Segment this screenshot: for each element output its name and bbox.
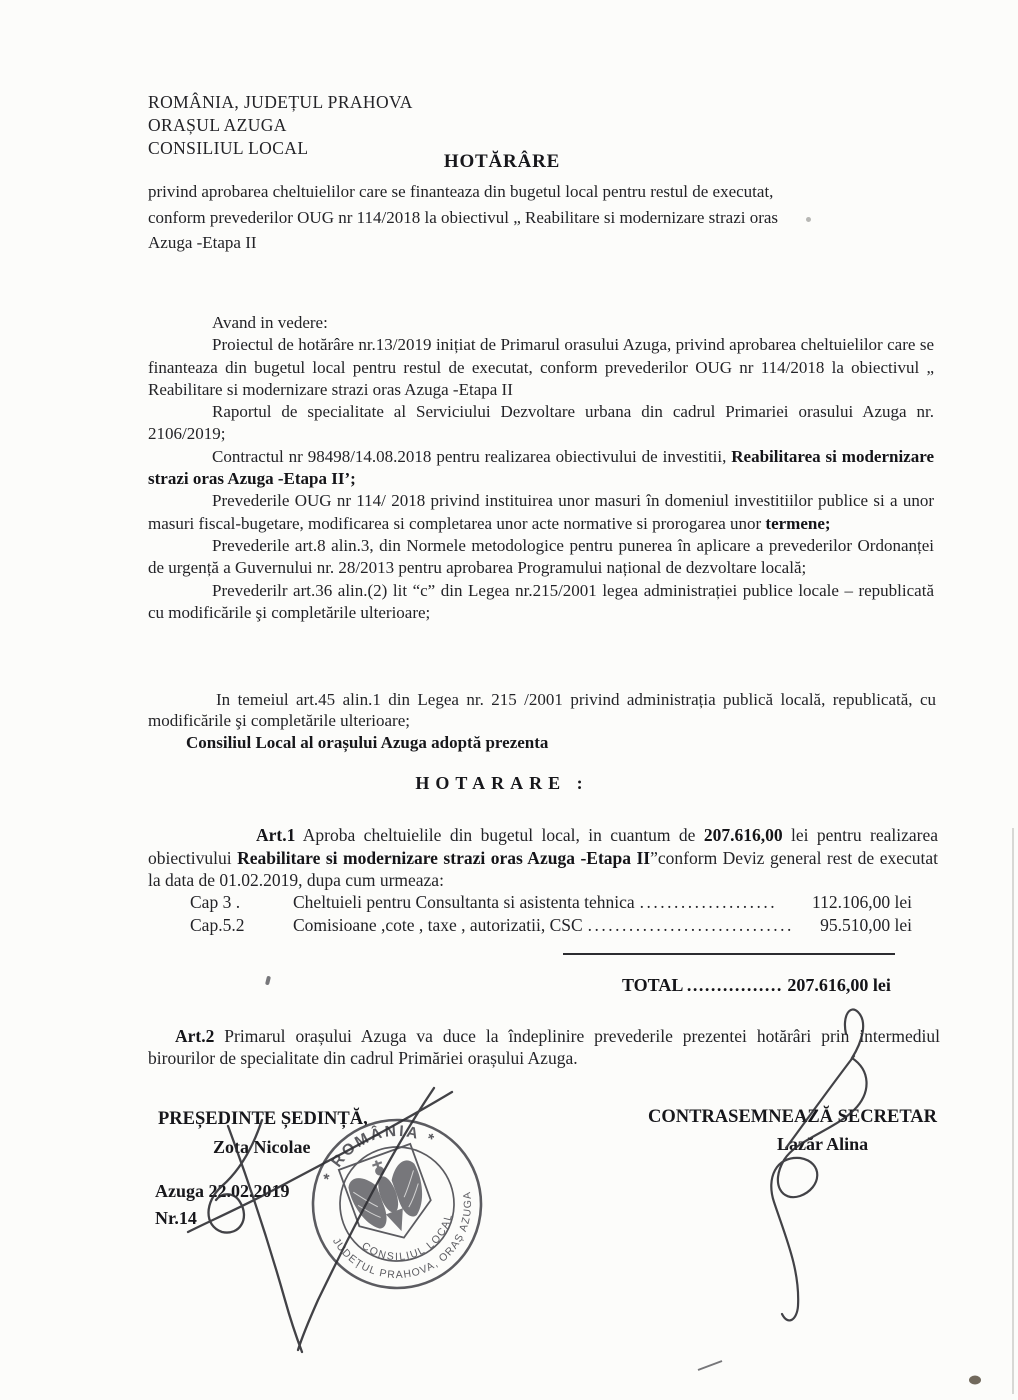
budget-line-item: [190, 914, 912, 937]
subtitle-line: Azuga -Etapa II: [148, 233, 257, 252]
secretary-signature-title: CONTRASEMNEAZĂ SECRETAR: [648, 1107, 938, 1127]
stray-marks: [698, 1361, 981, 1385]
article-2-label: Art.2: [175, 1026, 215, 1046]
chapter-amount: 112.106,00 lei: [812, 892, 912, 912]
recital-norme: [148, 535, 934, 580]
recital-text-bold: Reabilitarea si modernizare strazi oras Azuga -Etapa II’;: [148, 446, 934, 489]
subtitle-line: privind aprobarea cheltuielilor care se finanteaza din bugetul local pentru restul de executat,: [148, 182, 774, 201]
decision-number: Nr.14: [155, 1208, 197, 1228]
adoption-line: Consiliul Local al orașului Azuga adoptă prezenta: [186, 732, 549, 752]
total-line: [622, 975, 891, 996]
stamp-inner-circle: [324, 1131, 470, 1277]
recital-text: Raportul de specialitate al Serviciului Dezvoltare urbana din cadrul Primariei orasului Azuga nr. 2106/2019;: [148, 402, 934, 444]
article-2: [148, 1025, 940, 1070]
having-regard-label: Avand in vedere:: [212, 313, 328, 332]
scan-edge-line: [1012, 828, 1014, 1394]
president-signature-title: PREȘEDINTE ȘEDINȚĂ,: [158, 1109, 368, 1129]
recital-text: Proiectul de hotărâre nr.13/2019 inițiat de Primarul orasului Azuga, privind aprobarea cheltuielilor care se finanteaza din bugetul local pentru restul de executat, conform prevederilor OUG nr 114/2018 la obiectivul „ Reabilitare si modernizare strazi oras Azuga -Etapa II: [148, 335, 934, 399]
romania-coat-of-arms-icon: [339, 1144, 440, 1251]
place-and-date: Azuga 22.02.2019: [155, 1181, 290, 1201]
chapter-amount: 95.510,00 lei: [820, 914, 912, 935]
recital-legea215: [148, 580, 934, 625]
dot-leader: ..............................: [587, 914, 794, 935]
letterhead-country-county: ROMÂNIA, JUDEȚUL PRAHOVA: [148, 92, 413, 112]
article-1-objective: Reabilitare si modernizare strazi oras Azuga -Etapa II: [237, 847, 651, 868]
stamp-council-ring-text: CONSILIUL LOCAL: [359, 1211, 456, 1264]
recital-text-bold: termene;: [765, 513, 831, 533]
chapter-description: Comisioane ,cote , taxe , autorizatii, CSC: [293, 914, 583, 935]
stamp-bottom-outer-arc-path: [327, 1179, 491, 1299]
article-1-amount: 207.616,00: [703, 825, 783, 845]
article-1-label: Art.1: [256, 825, 296, 845]
eagle-feather-lines: [353, 1170, 424, 1223]
shield-outline: [339, 1144, 440, 1251]
recital-project: [148, 334, 934, 401]
total-label: TOTAL: [622, 975, 683, 995]
decision-heading: HOTARARE :: [415, 773, 589, 793]
president-name: Zota Nicolae: [213, 1137, 311, 1157]
eagle-silhouette: [342, 1148, 435, 1243]
letterhead-town: ORAȘUL AZUGA: [148, 115, 287, 135]
recital-text: Prevederile art.8 alin.3, din Normele metodologice pentru punerea în aplicare a prevederilor Ordonanței de urgență a Guvernului nr. 28/2013 pentru aprobarea Programului național de dezvoltare locală;: [148, 535, 934, 578]
preamble: [148, 312, 934, 624]
stamp-top-arc-path: [310, 1117, 461, 1227]
scan-speck: [806, 217, 811, 222]
recital-oug114: [148, 490, 934, 535]
letterhead: [148, 91, 413, 160]
stray-pen-mark: [265, 976, 271, 986]
total-separator-line: [563, 953, 895, 955]
recital-text: Contractul nr 98498/14.08.2018 pentru realizarea obiectivului de investitii,: [212, 446, 732, 466]
legal-basis: In temeiul art.45 alin.1 din Legea nr. 215 /2001 privind administrația publică locală, republicată, cu modificările şi completările ulterioare;: [148, 690, 936, 731]
total-amount: 207.616,00 lei: [787, 975, 891, 995]
article-1-text: Aproba cheltuielile din bugetul local, in cuantum de: [295, 825, 704, 845]
budget-breakdown: [190, 891, 912, 936]
document-subtitle: [148, 179, 948, 256]
recital-contract: [148, 446, 934, 491]
subtitle-line: conform prevederilor OUG nr 114/2018 la obiectivul „ Reabilitare si modernizare strazi oras: [148, 207, 779, 227]
stamp-country-text: * ROMÂNIA *: [320, 1122, 439, 1184]
chapter-description: Cheltuieli pentru Consultanta si asistenta tehnica: [293, 892, 635, 912]
stray-dash: [698, 1361, 722, 1370]
stamp-bottom-inner-arc-path: [344, 1185, 468, 1276]
article-1-text: lei pentru realizarea obiectivului: [148, 825, 938, 868]
article-1-text: ”conform Deviz general rest de executat la data de 01.02.2019, dupa cum urmeaza:: [148, 847, 938, 891]
ink-blob: [969, 1376, 981, 1385]
secretary-name: Lazăr Alina: [777, 1134, 869, 1154]
article-2-text: Primarul orașului Azuga va duce la îndeplinire prevederile prezentei hotărâri prin intermediul birourilor de specialitate din cadrul Primăriei orașului Azuga.: [148, 1026, 940, 1069]
letterhead-council: CONSILIUL LOCAL: [148, 138, 309, 158]
document-title: HOTĂRÂRE: [443, 151, 561, 172]
chapter-code: Cap.5.2: [190, 914, 245, 935]
dot-leader: ....................: [639, 892, 778, 912]
article-1: [148, 824, 938, 892]
recital-report: [148, 401, 934, 446]
recital-text: Prevederile OUG nr 114/ 2018 privind instituirea unor masuri în domeniul investitiilor publice si a unor masuri fiscal-bugetare, modificarea si completarea unor acte normative si prorogarea unor: [148, 491, 934, 533]
legal-basis-block: [148, 689, 936, 753]
budget-line-item: [190, 891, 912, 914]
chapter-code: Cap 3 .: [190, 892, 241, 912]
recital-text: Prevederilr art.36 alin.(2) lit “c” din Legea nr.215/2001 legea administrației publice locale – republicată cu modificările şi completările ulterioare;: [148, 580, 934, 622]
dot-leader: ................: [686, 975, 783, 995]
stamp-county-ring-text: JUDEȚUL PRAHOVA, ORAȘ AZUGA: [330, 1190, 475, 1282]
